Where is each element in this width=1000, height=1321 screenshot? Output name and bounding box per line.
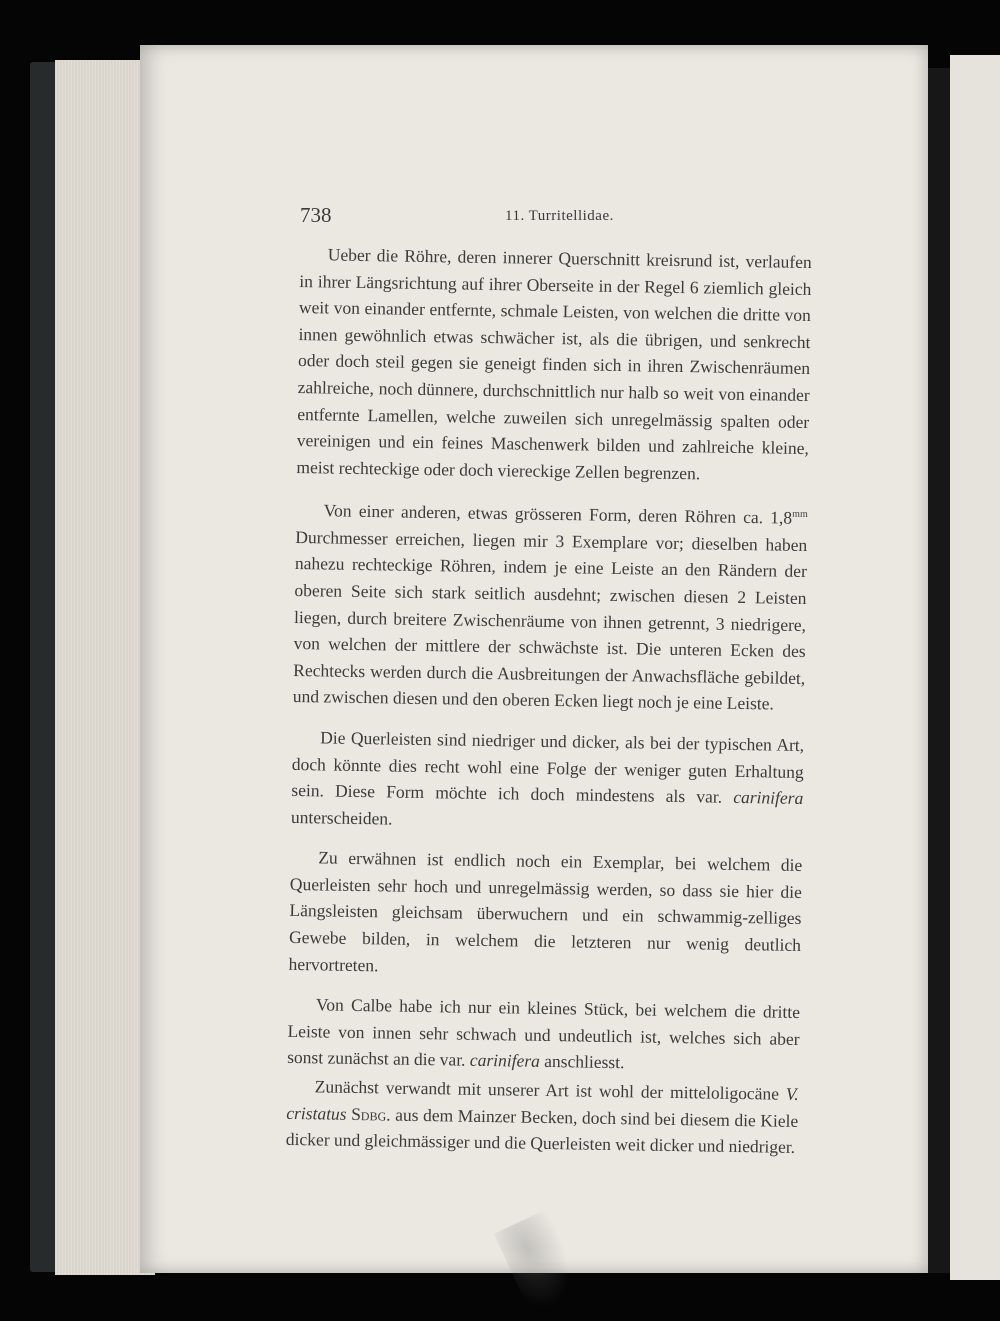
page-number: 738 bbox=[300, 203, 332, 227]
paragraph-2 bbox=[293, 494, 808, 718]
paragraph-4 bbox=[288, 844, 802, 985]
paragraph-1 bbox=[296, 241, 812, 488]
paragraph-text: unterscheiden. bbox=[290, 806, 393, 829]
paragraph-text: anschliesst. bbox=[539, 1051, 625, 1073]
paragraph-3 bbox=[291, 724, 805, 838]
unit-superscript: mm bbox=[792, 509, 808, 521]
paragraph-text: Von Calbe habe ich nur ein kleines Stück, bei welchem die dritte Leiste von innen sehr schwach und undeutlich ist, welches sich aber sonst zunächst an die var. bbox=[287, 994, 801, 1071]
paragraph-text: Die Querleisten sind niedriger und dicker, als bei der typischen Art, doch könnte dies recht wohl eine Folge der weniger guten Erhaltung sein. Diese Form möchte ich doch mindestens als var. bbox=[291, 727, 805, 807]
paragraph-text: Ueber die Röhre, deren innerer Querschnitt kreisrund ist, verlaufen in ihrer Längsrichtung auf ihrer Oberseite in der Regel 6 ziemlich gleich weit von einander entfernte, schmale Leisten, von welchen die dritte von innen gewöhnlich etwas schwächer ist, als die übrigen, und senkrecht oder doch steil gegen sie geneigt finden sich in ihren Zwischenräumen zahlreiche, noch dünnere, durchschnittlich nur halb so weit von einander entfernte Lamellen, welche zuweilen sich unregelmässig spalten oder vereinigen und ein feines Maschenwerk bilden und zahlreiche kleine, meist rechteckige oder doch viereckige Zellen begrenzen. bbox=[296, 244, 812, 484]
taxon-name: V. cristatus bbox=[286, 1083, 799, 1124]
page-smudge bbox=[494, 1209, 586, 1316]
paragraph-text: aus dem Mainzer Becken, doch sind bei diesem die Kiele dicker und gleichmässiger und die Querleisten weit dicker und niedriger. bbox=[285, 1104, 799, 1158]
text-body bbox=[286, 241, 812, 1161]
paragraph-text: Zunächst verwandt mit unserer Art ist wohl der mitteloligocäne bbox=[314, 1076, 787, 1104]
paragraph-6 bbox=[286, 1073, 799, 1161]
paragraph-text: Zu erwähnen ist endlich noch ein Exemplar, bei welchem die Querleisten sehr hoch und unregelmässig werden, so dass sie hier die Längsleisten gleichsam überwuchern und ein schwammig-zelliges Gewebe bilden, in welchem die letzteren nur wenig deutlich hervortreten. bbox=[288, 847, 803, 975]
paragraph-text: Von einer anderen, etwas grösseren Form, deren Röhren ca. 1,8 bbox=[323, 500, 793, 528]
paragraph-text: Durchmesser erreichen, liegen mir 3 Exemplare vor; dieselben haben nahezu rechteckige Röhren, indem je eine Leiste an den Rändern der oberen Seite sich stark seitlich ausdehnt; zwischen diesen 2 Leisten liegen, durch breitere Zwischenräume von ihnen getrennt, 3 niedrigere, von welchen der mittlere der schwächste ist. Die unteren Ecken des Rechtecks werden durch die Ausbreitungen der Anwachsfläche gebildet, und zwischen diesen und den oberen Ecken liegt noch je eine Leiste. bbox=[292, 526, 808, 714]
paragraph-5 bbox=[287, 991, 800, 1079]
taxon-name: carinifera bbox=[733, 786, 804, 809]
section-title: 11. Turritellidae. bbox=[505, 208, 614, 224]
taxon-name: carinifera bbox=[469, 1050, 541, 1072]
book-page bbox=[140, 45, 928, 1273]
running-head bbox=[140, 203, 928, 233]
facing-page-edge bbox=[950, 55, 1000, 1280]
author-abbreviation: Sdbg. bbox=[351, 1103, 391, 1125]
